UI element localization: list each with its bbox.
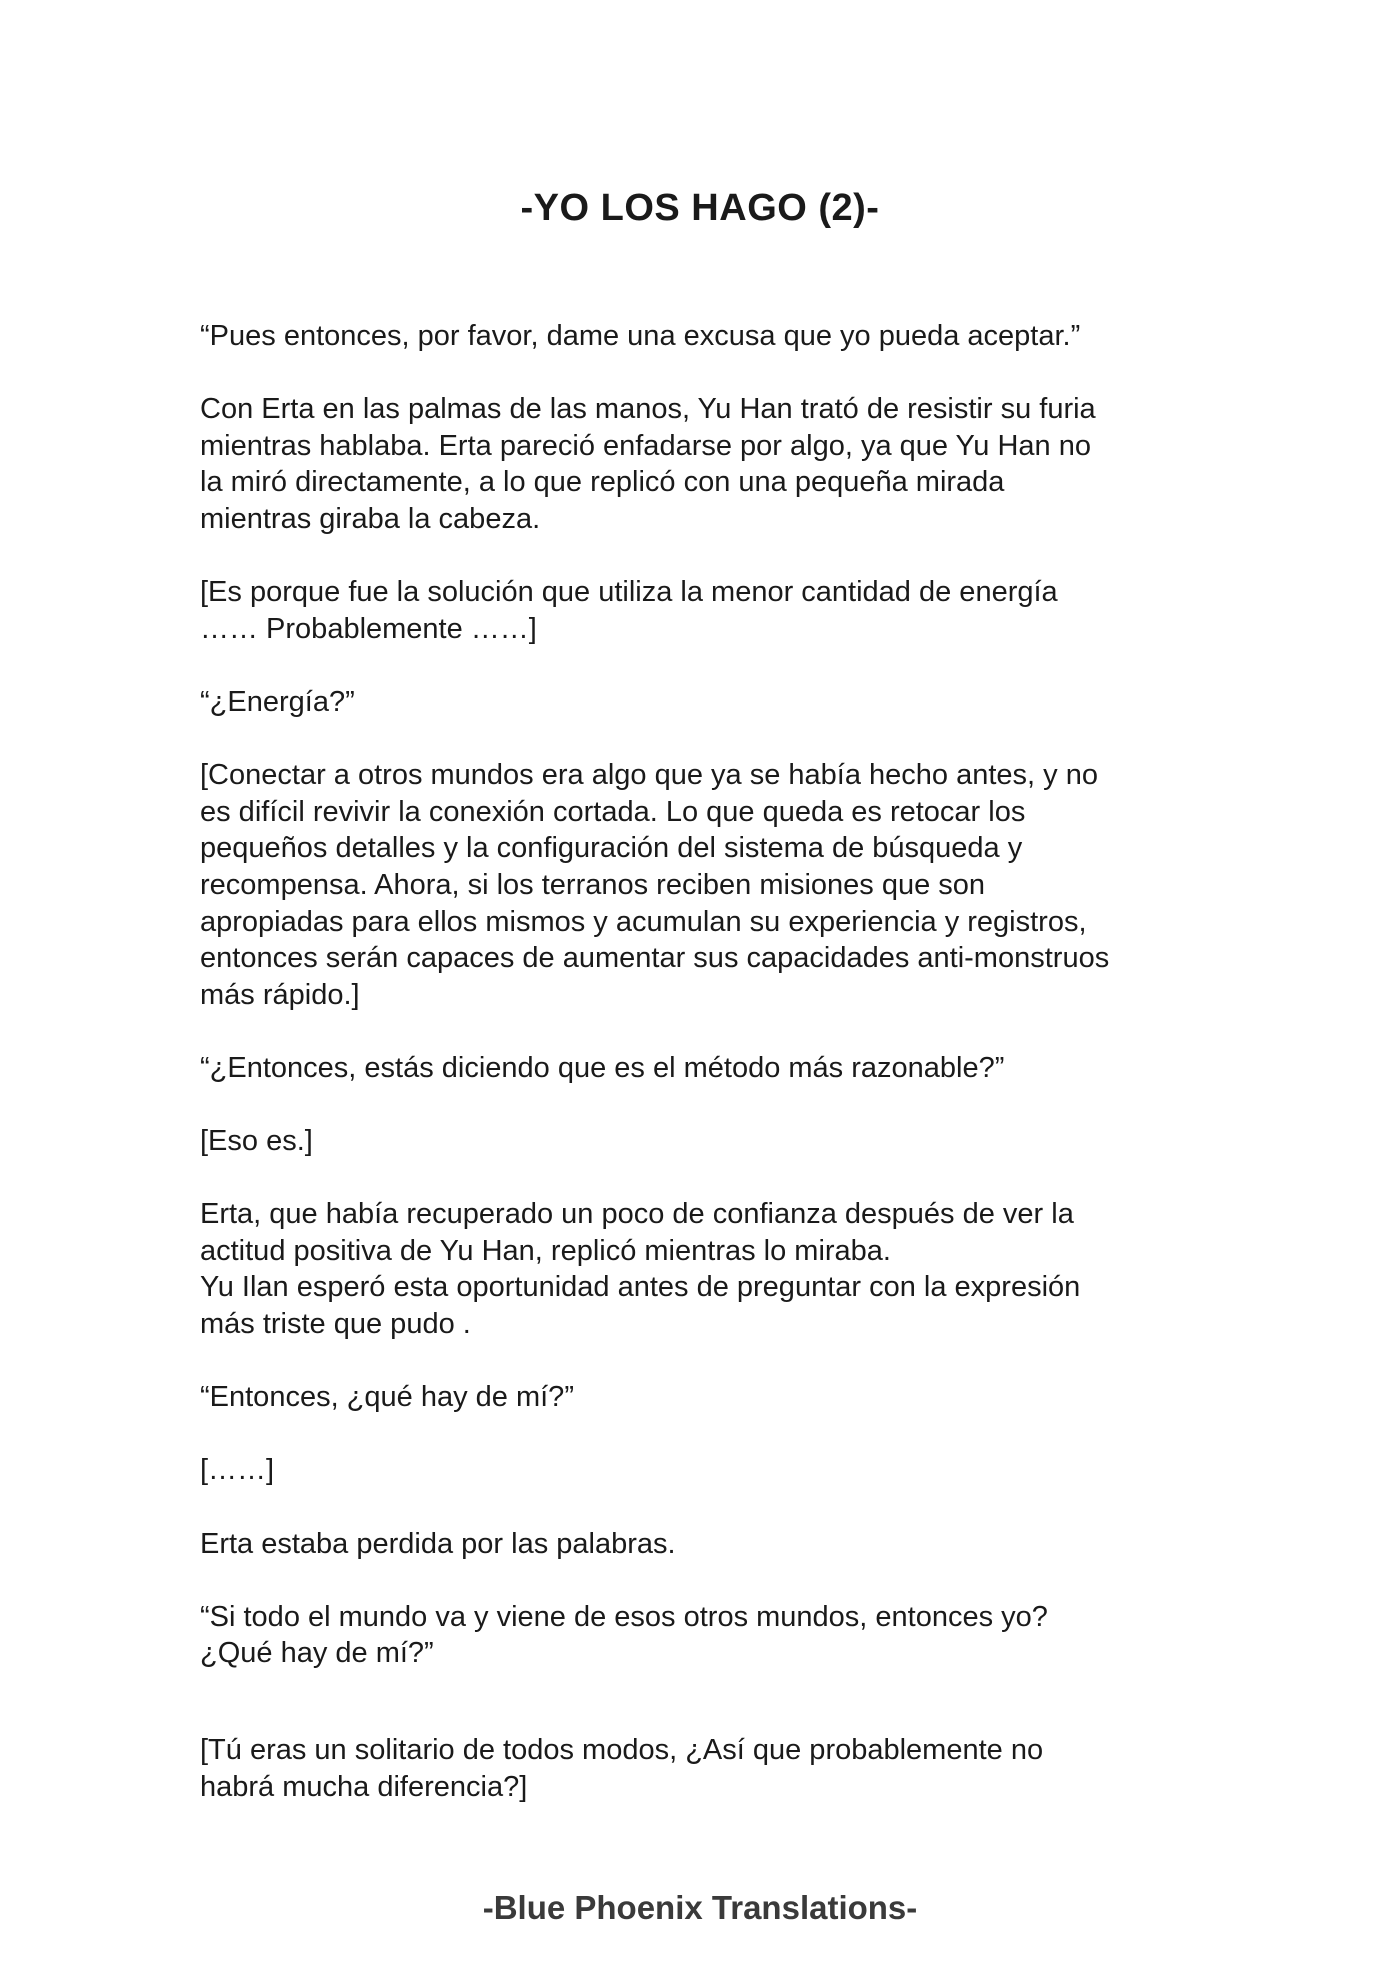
- translator-credit: -Blue Phoenix Translations-: [482, 1889, 918, 1926]
- page-title: -YO LOS HAGO (2)-: [520, 187, 880, 229]
- paragraph-3: [Es porque fue la solución que utiliza la menor cantidad de energía …… Probablemente ……]: [200, 576, 1058, 645]
- paragraph-9: “Entonces, ¿qué hay de mí?”: [200, 1381, 574, 1414]
- paragraph-6: “¿Entonces, estás diciendo que es el método más razonable?”: [200, 1051, 1005, 1084]
- paragraph-8: Erta, que había recuperado un poco de confianza después de ver la actitud positiva de Yu Han, replicó mientras lo miraba. Yu Ilan esperó esta oportunidad antes de preguntar con la expresión más triste que pudo .: [200, 1198, 1081, 1341]
- paragraph-10: [……]: [200, 1454, 275, 1487]
- paragraph-11: Erta estaba perdida por las palabras.: [200, 1527, 676, 1560]
- paragraph-1: “Pues entonces, por favor, dame una excusa que yo pueda aceptar.”: [200, 320, 1081, 352]
- paragraph-2: Con Erta en las palmas de las manos, Yu Han trató de resistir su furia mientras hablaba. Erta pareció enfadarse por algo, ya que Yu Han no la miró directamente, a lo que replicó con una pequeña mirada mientras giraba la cabeza.: [200, 393, 1096, 535]
- paragraph-7: [Eso es.]: [200, 1125, 313, 1158]
- paragraph-4: “¿Energía?”: [200, 685, 355, 718]
- paragraph-13: [Tú eras un solitario de todos modos, ¿Así que probablemente no habrá mucha diferencia?]: [200, 1733, 1044, 1803]
- story-body: [200, 318, 1220, 1842]
- paragraph-12: “Si todo el mundo va y viene de esos otros mundos, entonces yo? ¿Qué hay de mí?”: [200, 1600, 1048, 1670]
- paragraph-5: [Conectar a otros mundos era algo que ya se había hecho antes, y no es difícil revivir la conexión cortada. Lo que queda es retocar los pequeños detalles y la configuración del sistema de búsqueda y recompensa. Ahora, si los terranos reciben misiones que son apropiadas para ellos mismos y acumulan su experiencia y registros, entonces serán capaces de aumentar sus capacidades anti-monstruos más rápido.]: [200, 759, 1110, 1011]
